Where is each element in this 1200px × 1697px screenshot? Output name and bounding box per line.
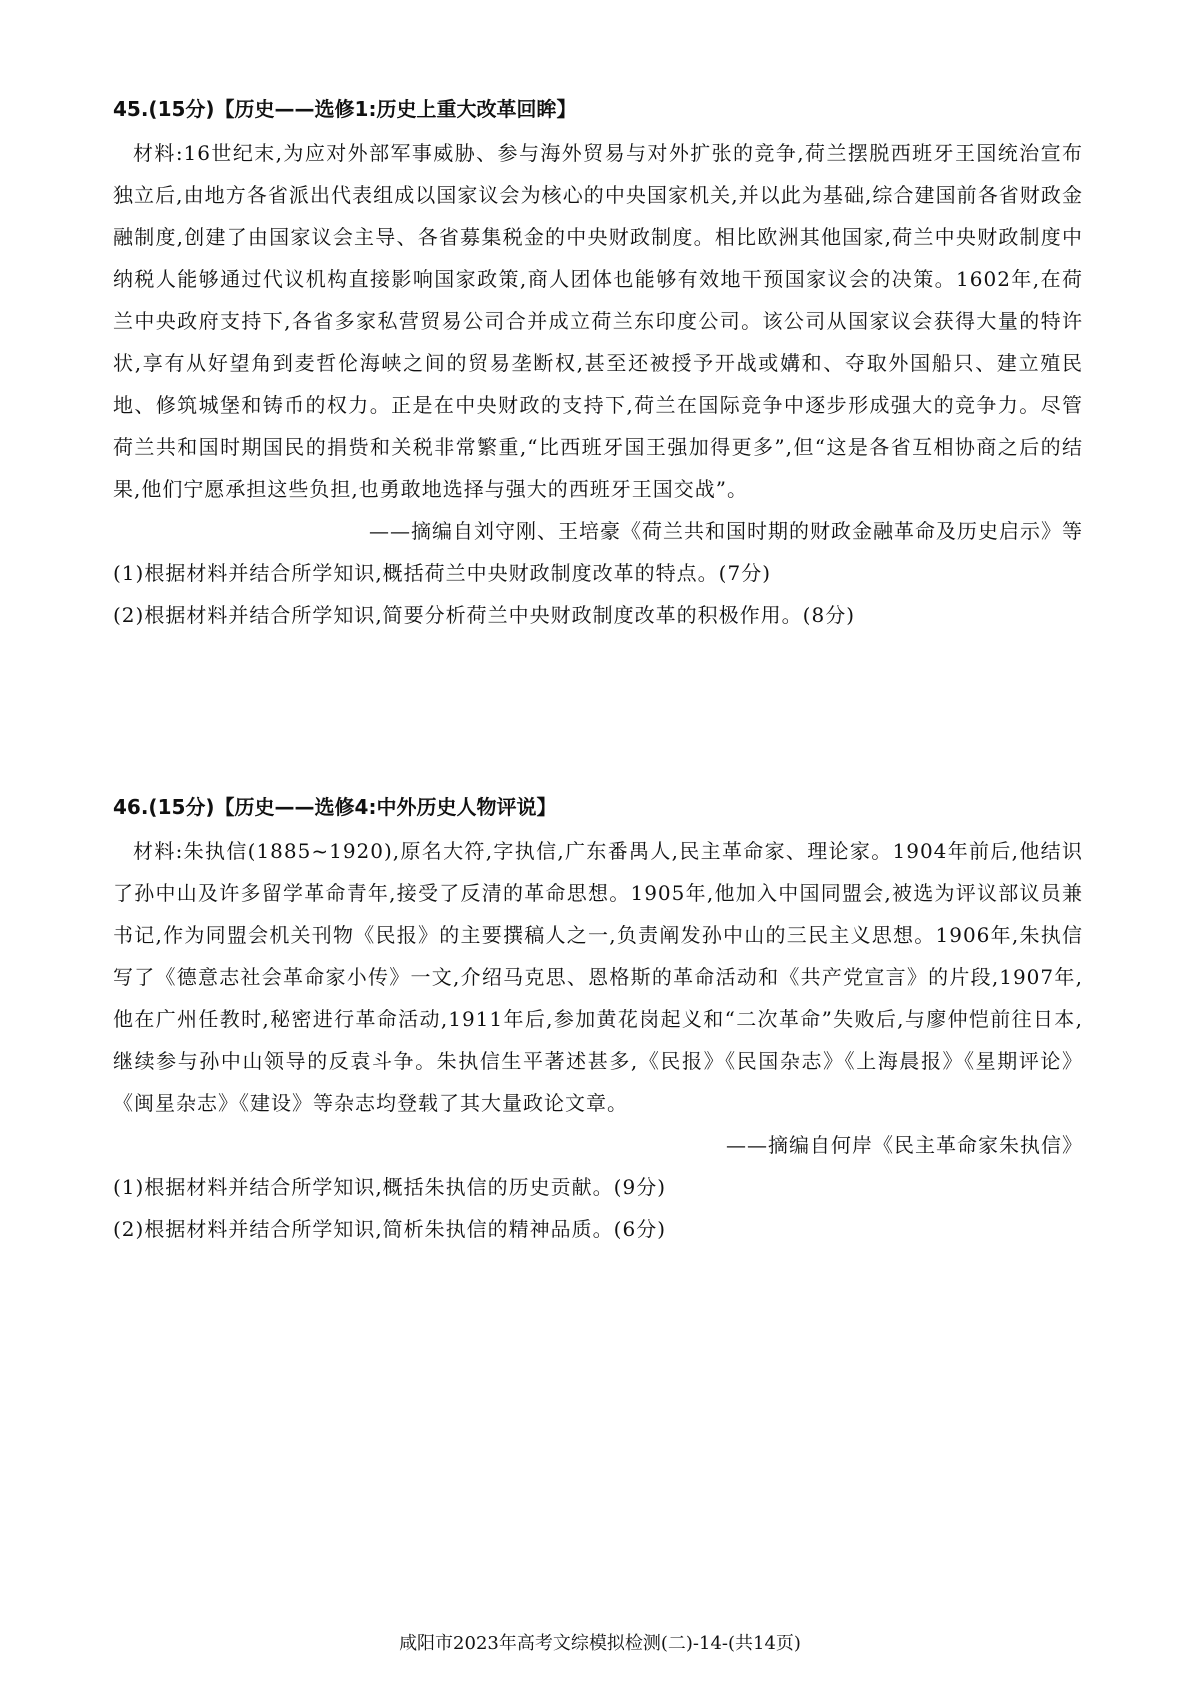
question-45-source: ——摘编自刘守刚、王培豪《荷兰共和国时期的财政金融革命及历史启示》等 bbox=[369, 519, 1083, 543]
question-46 bbox=[113, 790, 1083, 1250]
question-46-source: ——摘编自何岸《民主革命家朱执信》 bbox=[726, 1133, 1083, 1157]
question-45 bbox=[113, 92, 1083, 636]
question-45-sub-1: (1)根据材料并结合所学知识,概括荷兰中央财政制度改革的特点。(7分) bbox=[113, 561, 772, 585]
question-45-material: 材料:16世纪末,为应对外部军事威胁、参与海外贸易与对外扩张的竞争,荷兰摆脱西班牙王国统治宣布独立后,由地方各省派出代表组成以国家议会为核心的中央国家机关,并以此为基础,综合建国前各省财政金融制度,创建了由国家议会主导、各省募集税金的中央财政制度。相比欧洲其他国家,荷兰中央财政制度中纳税人能够通过代议机构直接影响国家政策,商人团体也能够有效地干预国家议会的决策。1602年,在荷兰中央政府支持下,各省多家私营贸易公司合并成立荷兰东印度公司。该公司从国家议会获得大量的特许状,享有从好望角到麦哲伦海峡之间的贸易垄断权,甚至还被授予开战或媾和、夺取外国船只、建立殖民地、修筑城堡和铸币的权力。正是在中央财政的支持下,荷兰在国际竞争中逐步形成强大的竞争力。尽管荷兰共和国时期国民的捐赀和关税非常繁重,“比西班牙国王强加得更多”,但“这是各省互相协商之后的结果,他们宁愿承担这些负担,也勇敢地选择与强大的西班牙王国交战”。 bbox=[113, 141, 1083, 501]
question-46-sub-1: (1)根据材料并结合所学知识,概括朱执信的历史贡献。(9分) bbox=[113, 1175, 667, 1199]
question-45-sub-2: (2)根据材料并结合所学知识,简要分析荷兰中央财政制度改革的积极作用。(8分) bbox=[113, 603, 856, 627]
page-footer: 咸阳市2023年高考文综模拟检测(二)-14-(共14页) bbox=[399, 1633, 801, 1654]
question-46-sub-2: (2)根据材料并结合所学知识,简析朱执信的精神品质。(6分) bbox=[113, 1217, 667, 1241]
question-45-header: 45.(15分)【历史——选修1:历史上重大改革回眸】 bbox=[113, 97, 577, 121]
question-46-header: 46.(15分)【历史——选修4:中外历史人物评说】 bbox=[113, 795, 557, 819]
question-46-material: 材料:朱执信(1885~1920),原名大符,字执信,广东番禺人,民主革命家、理论家。1904年前后,他结识了孙中山及许多留学革命青年,接受了反清的革命思想。1905年,他加入中国同盟会,被选为评议部议员兼书记,作为同盟会机关刊物《民报》的主要撰稿人之一,负责阐发孙中山的三民主义思想。1906年,朱执信写了《德意志社会革命家小传》一文,介绍马克思、恩格斯的革命活动和《共产党宣言》的片段,1907年,他在广州任教时,秘密进行革命活动,1911年后,参加黄花岗起义和“二次革命”失败后,与廖仲恺前往日本,继续参与孙中山领导的反袁斗争。朱执信生平著述甚多,《民报》《民国杂志》《上海晨报》《星期评论》《闽星杂志》《建设》等杂志均登载了其大量政论文章。 bbox=[113, 839, 1083, 1115]
